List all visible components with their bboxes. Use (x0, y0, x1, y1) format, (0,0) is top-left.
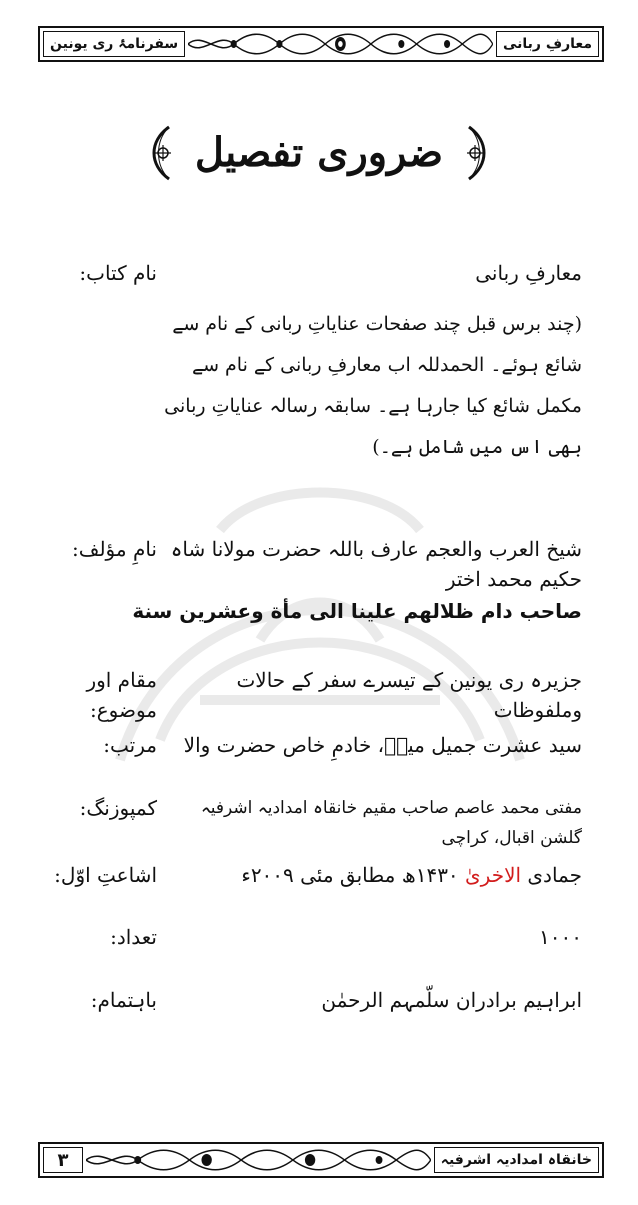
composing-label: کمپوزنگ: (79, 796, 157, 820)
author-label: نامِ مؤلف: (72, 537, 157, 561)
right-ornate-bracket-icon (457, 123, 499, 183)
edition-month-red: الاخریٰ (465, 863, 522, 887)
quantity-value: ۱۰۰۰ (539, 925, 582, 949)
floral-ornament-icon (188, 29, 493, 59)
description-line: (چند برس قبل چند صفحات عنایاتِ ربانی کے نام سے (172, 313, 582, 335)
first-edition-label: اشاعتِ اوّل: (54, 863, 157, 887)
description-line: مکمل شائع کیا جارہا ہے۔ سابقہ رسالہ عنایاتِ ربانی (164, 395, 582, 417)
page-number: ۳ (43, 1147, 83, 1173)
first-edition-value (157, 860, 582, 890)
footer-band (38, 1142, 604, 1178)
first-edition-row (22, 860, 582, 890)
compiler-label: مرتب: (103, 733, 157, 757)
title-block (0, 118, 638, 188)
composing-value: مفتی محمد عاصم صاحب مقیم خانقاہ امدادیہ اشرفیہ گلشن اقبال، کراچی (200, 798, 582, 848)
description-line: بھی اس میں شامل ہے۔) (372, 436, 582, 458)
header-book-title: معارفِ ربانی (496, 31, 599, 57)
footer-publisher: خانقاہ امدادیہ اشرفیہ (434, 1147, 599, 1173)
management-label: باہتمام: (90, 988, 157, 1012)
author-value: شیخ العرب والعجم عارف باللہ حضرت مولانا شاہ حکیم محمد اختر (170, 537, 582, 591)
place-topic-value: جزیرہ ری یونین کے تیسرے سفر کے حالات وملفوظات (236, 668, 582, 722)
book-description (162, 304, 582, 468)
book-name-value: معارفِ ربانی (475, 261, 582, 285)
compiler-value: سید عشرت جمیل میرؔ، خادمِ خاص حضرت والا (183, 733, 582, 757)
description-line: شائع ہوئے۔ الحمدللہ اب معارفِ ربانی کے نام سے (191, 354, 582, 376)
place-topic-label: مقام اور موضوع: (86, 668, 157, 722)
management-value: ابراہیم برادران سلّمہم الرحمٰن (321, 988, 582, 1012)
compiler-row (22, 730, 582, 760)
author-arabic-line: صاحب دام ظلالهم علينا الى مأة وعشرين سنة (132, 599, 582, 623)
author-row (22, 534, 582, 594)
place-topic-row (22, 665, 582, 725)
book-name-label: نام کتاب: (79, 261, 157, 285)
header-band (38, 26, 604, 62)
quantity-label: تعداد: (110, 925, 157, 949)
header-series-title: سفرنامۂ ری یونین (43, 31, 185, 57)
floral-ornament-icon (86, 1145, 431, 1175)
management-row (22, 985, 582, 1015)
book-name-row (22, 258, 582, 288)
composing-row (22, 793, 582, 853)
edition-month: جمادی (527, 863, 582, 887)
quantity-row (22, 922, 582, 952)
left-ornate-bracket-icon (139, 123, 181, 183)
page-title: ضروری تفصیل (194, 129, 444, 176)
edition-date: ۱۴۳۰ھ مطابق مئی ۲۰۰۹ء (241, 863, 459, 887)
